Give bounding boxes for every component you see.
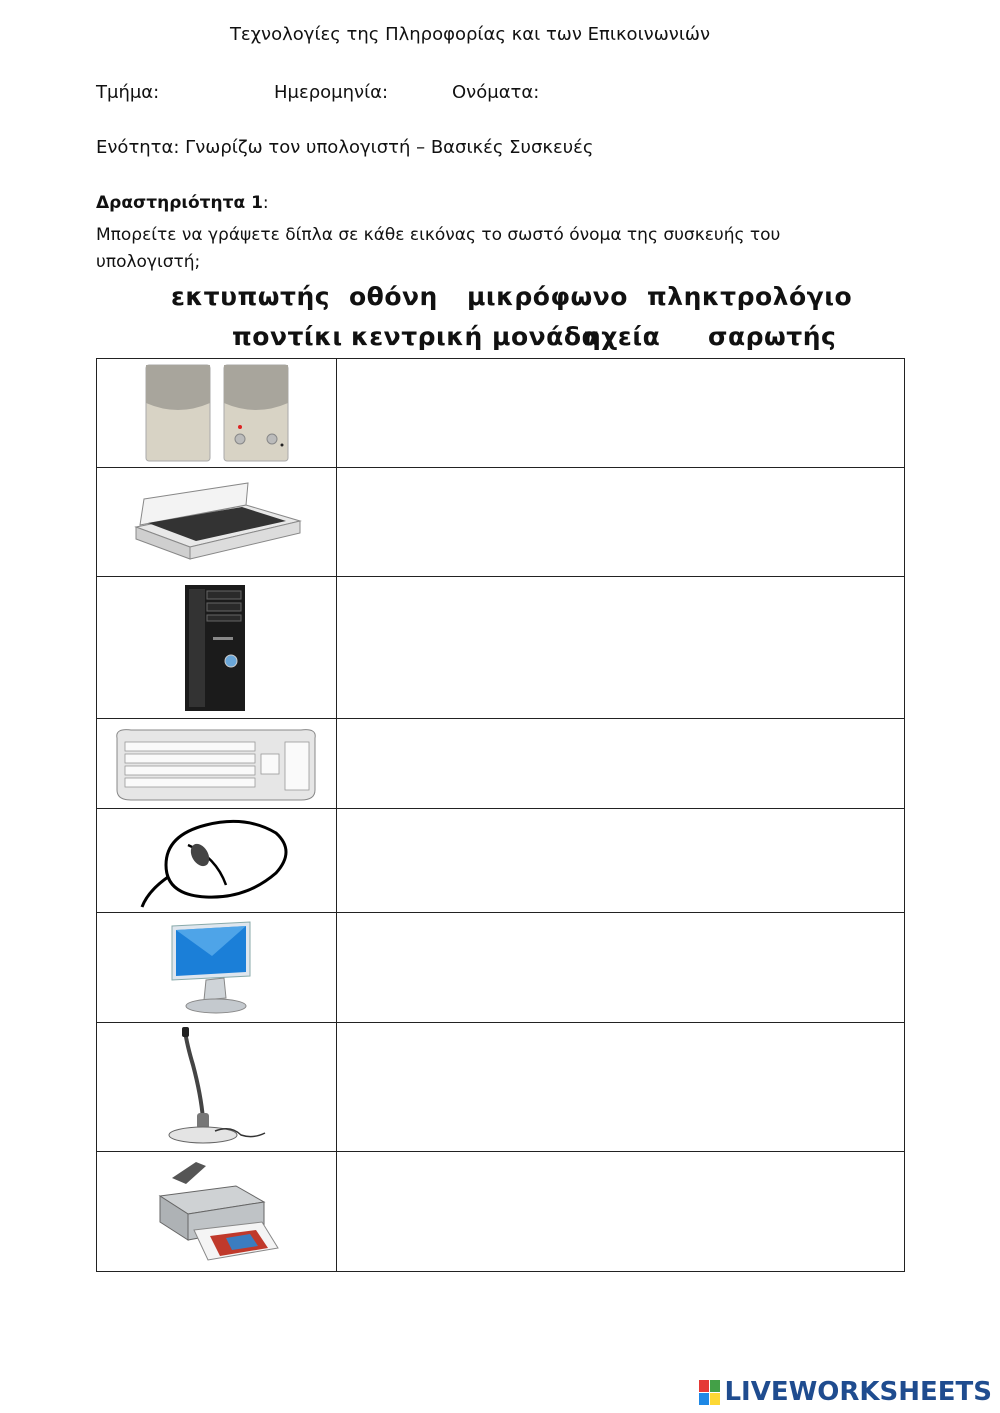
answer-cell[interactable] xyxy=(336,913,904,1023)
image-cell xyxy=(97,577,337,719)
table-row xyxy=(97,577,905,719)
scanner-icon xyxy=(126,477,306,567)
names-label: Ονόματα: xyxy=(452,82,540,103)
activity-colon: : xyxy=(262,193,269,213)
speakers-icon xyxy=(136,361,296,465)
computer-tower-icon xyxy=(171,581,261,715)
image-cell xyxy=(97,913,337,1023)
table-row xyxy=(97,468,905,577)
answer-table xyxy=(96,358,905,1272)
image-cell xyxy=(97,1023,337,1152)
image-cell xyxy=(97,1152,337,1272)
unit-heading: Ενότητα: Γνωρίζω τον υπολογιστή – Βασικές Συσκευές xyxy=(96,137,594,158)
table-row xyxy=(97,359,905,468)
printer-icon xyxy=(146,1156,286,1268)
word-speakers: ηχεία xyxy=(583,322,661,351)
word-mouse: ποντίκι xyxy=(232,322,343,351)
word-printer: εκτυπωτής xyxy=(171,282,331,311)
answer-cell[interactable] xyxy=(336,719,904,809)
word-keyboard: πληκτρολόγιο xyxy=(647,282,853,311)
class-label: Τμήμα: xyxy=(96,82,160,103)
answer-cell[interactable] xyxy=(336,359,904,468)
answer-cell[interactable] xyxy=(336,1152,904,1272)
word-tower: κεντρική μονάδα xyxy=(351,322,600,351)
mouse-icon xyxy=(136,811,296,911)
date-label: Ημερομηνία: xyxy=(274,82,389,103)
worksheet-title: Τεχνολογίες της Πληροφορίας και των Επικοινωνιών xyxy=(229,24,711,45)
image-cell xyxy=(97,359,337,468)
image-cell xyxy=(97,809,337,913)
activity-instruction: Μπορείτε να γράψετε δίπλα σε κάθε εικόνας το σωστό όνομα της συσκευής του υπολογιστή; xyxy=(96,225,781,272)
answer-cell[interactable] xyxy=(336,468,904,577)
answer-cell[interactable] xyxy=(336,577,904,719)
monitor-icon xyxy=(166,918,266,1018)
image-cell xyxy=(97,468,337,577)
image-cell xyxy=(97,719,337,809)
table-row xyxy=(97,1023,905,1152)
liveworksheets-logo[interactable] xyxy=(699,1377,992,1407)
word-microphone: μικρόφωνο xyxy=(467,282,628,311)
liveworksheets-brand: LIVEWORKSHEETS xyxy=(724,1377,992,1407)
answer-cell[interactable] xyxy=(336,809,904,913)
table-row xyxy=(97,1152,905,1272)
microphone-icon xyxy=(161,1025,271,1149)
liveworksheets-mark-icon xyxy=(699,1380,720,1405)
table-row xyxy=(97,719,905,809)
answer-cell[interactable] xyxy=(336,1023,904,1152)
keyboard-icon xyxy=(111,724,321,804)
activity-heading xyxy=(96,193,269,213)
table-row xyxy=(97,809,905,913)
table-row xyxy=(97,913,905,1023)
word-scanner: σαρωτής xyxy=(708,322,837,351)
word-monitor: οθόνη xyxy=(349,282,438,311)
activity-title: Δραστηριότητα 1 xyxy=(96,193,263,213)
